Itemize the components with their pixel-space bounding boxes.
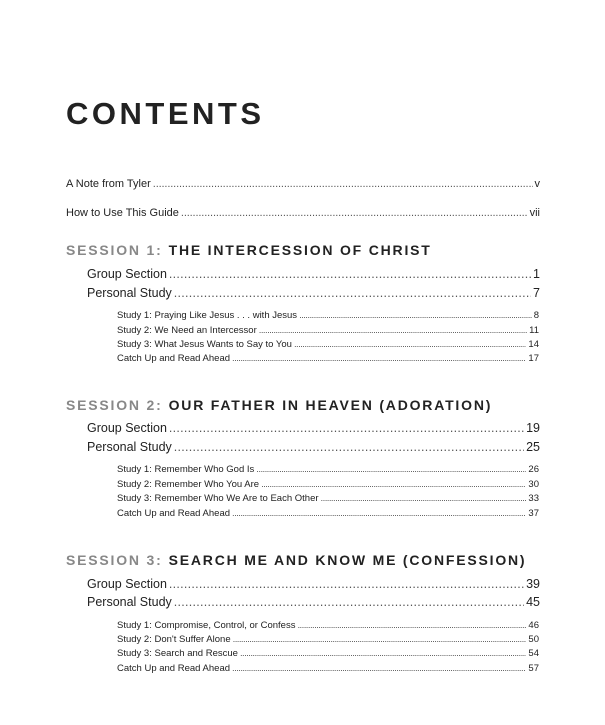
toc-entry-label: Study 2: We Need an Intercessor (117, 325, 257, 336)
toc-entry-group-section[interactable] (87, 577, 540, 591)
toc-entry-page: 46 (528, 620, 539, 631)
toc-entry-study[interactable] (117, 493, 539, 504)
toc-entry-catch-up[interactable] (117, 508, 539, 519)
toc-entry-page: 26 (528, 464, 539, 475)
session-number: SESSION 1: (66, 242, 163, 258)
toc-entry-study[interactable] (117, 620, 539, 631)
session-number: SESSION 2: (66, 397, 163, 413)
toc-entry-note-from-tyler[interactable] (66, 178, 540, 190)
toc-entry-label: Study 2: Don't Suffer Alone (117, 634, 231, 645)
toc-entry-page: 50 (528, 634, 539, 645)
toc-entry-label: Study 2: Remember Who You Are (117, 479, 260, 490)
toc-entry-page: 14 (528, 339, 539, 350)
toc-entry-page: 25 (526, 440, 540, 454)
leader-dots (174, 286, 531, 300)
toc-entry-page: 33 (528, 493, 539, 504)
leader-dots (174, 595, 524, 609)
toc-entry-label: Study 1: Remember Who God Is (117, 464, 255, 475)
toc-entry-page: 45 (526, 595, 540, 609)
toc-entry-label: Catch Up and Read Ahead (117, 508, 231, 519)
session-2-heading[interactable] (66, 397, 492, 413)
toc-entry-study[interactable] (117, 634, 539, 645)
toc-entry-label: A Note from Tyler (66, 178, 151, 190)
leader-dots (256, 464, 526, 475)
leader-dots (181, 207, 528, 219)
leader-dots (297, 620, 526, 631)
leader-dots (169, 577, 524, 591)
session-name: SEARCH ME AND KNOW ME (CONFESSION) (168, 552, 527, 568)
leader-dots (259, 325, 527, 336)
toc-entry-study[interactable] (117, 310, 539, 321)
page-title: CONTENTS (66, 96, 265, 131)
toc-entry-study[interactable] (117, 479, 539, 490)
toc-entry-page: vii (529, 207, 540, 219)
toc-entry-study[interactable] (117, 648, 539, 659)
leader-dots (169, 421, 524, 435)
toc-entry-label: Catch Up and Read Ahead (117, 663, 231, 674)
toc-entry-how-to-use[interactable] (66, 207, 540, 219)
toc-entry-personal-study[interactable] (87, 286, 540, 300)
leader-dots (174, 440, 524, 454)
leader-dots (299, 310, 532, 321)
leader-dots (232, 663, 526, 674)
toc-entry-page: 54 (528, 648, 539, 659)
toc-entry-label: Personal Study (87, 440, 172, 454)
toc-entry-page: v (534, 178, 540, 190)
toc-entry-label: Study 3: Remember Who We Are to Each Other (117, 493, 319, 504)
toc-entry-label: How to Use This Guide (66, 207, 179, 219)
session-3-heading[interactable] (66, 552, 526, 568)
toc-entry-page: 7 (533, 286, 540, 300)
toc-entry-catch-up[interactable] (117, 663, 539, 674)
toc-entry-page: 57 (528, 663, 539, 674)
toc-entry-personal-study[interactable] (87, 595, 540, 609)
toc-entry-label: Group Section (87, 577, 167, 591)
leader-dots (232, 353, 526, 364)
session-name: THE INTERCESSION OF CHRIST (168, 242, 432, 258)
leader-dots (261, 479, 526, 490)
toc-entry-page: 37 (528, 508, 539, 519)
toc-entry-label: Personal Study (87, 595, 172, 609)
toc-entry-group-section[interactable] (87, 421, 540, 435)
session-number: SESSION 3: (66, 552, 163, 568)
toc-entry-page: 1 (533, 267, 540, 281)
leader-dots (240, 648, 526, 659)
leader-dots (169, 267, 531, 281)
toc-entry-label: Study 1: Praying Like Jesus . . . with Jesus (117, 310, 298, 321)
toc-entry-label: Study 3: What Jesus Wants to Say to You (117, 339, 292, 350)
toc-entry-study[interactable] (117, 464, 539, 475)
toc-entry-page: 8 (533, 310, 539, 321)
toc-entry-label: Group Section (87, 267, 167, 281)
toc-entry-catch-up[interactable] (117, 353, 539, 364)
leader-dots (233, 634, 527, 645)
session-1-heading[interactable] (66, 242, 432, 258)
toc-entry-page: 19 (526, 421, 540, 435)
toc-entry-label: Catch Up and Read Ahead (117, 353, 231, 364)
toc-entry-label: Group Section (87, 421, 167, 435)
toc-entry-page: 30 (528, 479, 539, 490)
toc-entry-label: Personal Study (87, 286, 172, 300)
leader-dots (153, 178, 533, 190)
leader-dots (321, 493, 527, 504)
toc-entry-page: 39 (526, 577, 540, 591)
toc-entry-personal-study[interactable] (87, 440, 540, 454)
toc-entry-page: 11 (529, 325, 539, 336)
toc-entry-study[interactable] (117, 339, 539, 350)
toc-entry-group-section[interactable] (87, 267, 540, 281)
toc-entry-label: Study 3: Search and Rescue (117, 648, 238, 659)
leader-dots (294, 339, 526, 350)
toc-entry-page: 17 (528, 353, 539, 364)
leader-dots (232, 508, 526, 519)
toc-entry-label: Study 1: Compromise, Control, or Confess (117, 620, 296, 631)
session-name: OUR FATHER IN HEAVEN (ADORATION) (168, 397, 493, 413)
toc-entry-study[interactable] (117, 325, 539, 336)
